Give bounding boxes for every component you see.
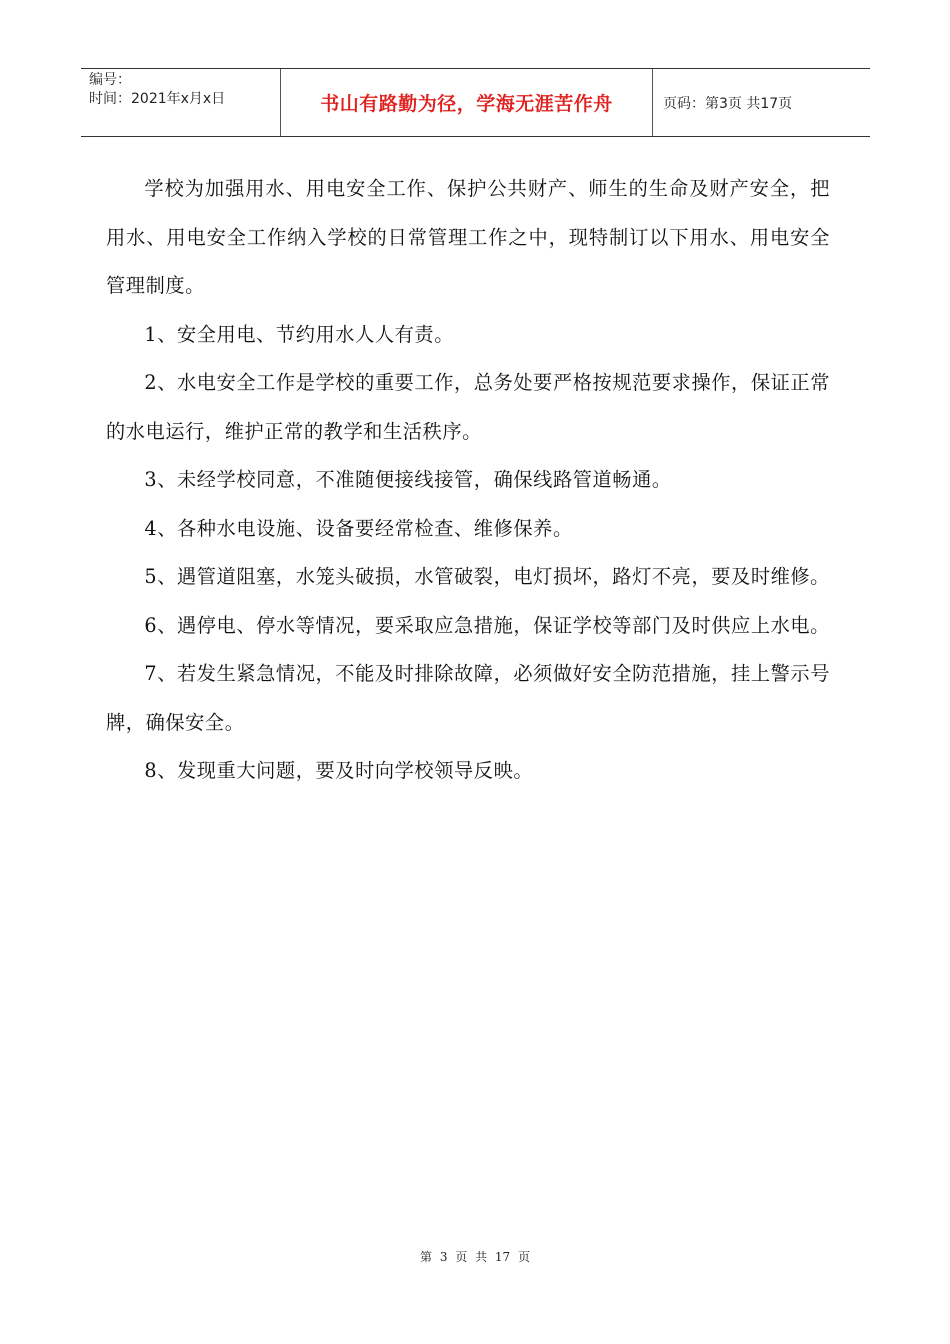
date-label: 时间：2021年x月x日 — [89, 91, 226, 107]
footer-page-number: 第 3 页 共 17 页 — [420, 1250, 530, 1264]
rule-item-5: 5、遇管道阻塞，水笼头破损，水管破裂，电灯损坏，路灯不亮，要及时维修。 — [144, 565, 830, 588]
page-header — [81, 68, 870, 137]
rule-item-8: 8、发现重大问题，要及时向学校领导反映。 — [144, 759, 534, 782]
rule-item-6: 6、遇停电、停水等情况，要采取应急措施，保证学校等部门及时供应上水电。 — [144, 613, 830, 637]
rule-item-2: 2、水电安全工作是学校的重要工作，总务处要严格按规范要求操作，保证正常的水电运行，维护正常的教学和生活秩序。 — [106, 371, 830, 443]
document-body — [106, 165, 830, 796]
rule-item-4: 4、各种水电设施、设备要经常检查、维修保养。 — [144, 516, 573, 540]
header-motto-cell — [281, 69, 653, 136]
header-meta — [81, 69, 281, 136]
rule-item-1: 1、安全用电、节约用水人人有责。 — [144, 322, 455, 346]
header-motto: 书山有路勤为径，学海无涯苦作舟 — [320, 93, 613, 115]
serial-number-label: 编号： — [89, 72, 131, 88]
header-page-info: 页码：第3页 共17页 — [663, 95, 793, 112]
intro-paragraph: 学校为加强用水、用电安全工作、保护公共财产、师生的生命及财产安全，把用水、用电安全工作纳入学校的日常管理工作之中，现特制订以下用水、用电安全管理制度。 — [106, 177, 830, 297]
page-footer — [0, 1248, 950, 1265]
header-page-cell — [653, 69, 870, 136]
rule-item-7: 7、若发生紧急情况，不能及时排除故障，必须做好安全防范措施，挂上警示号牌，确保安全。 — [106, 662, 830, 734]
rule-item-3: 3、未经学校同意，不准随便接线接管，确保线路管道畅通。 — [144, 468, 672, 491]
